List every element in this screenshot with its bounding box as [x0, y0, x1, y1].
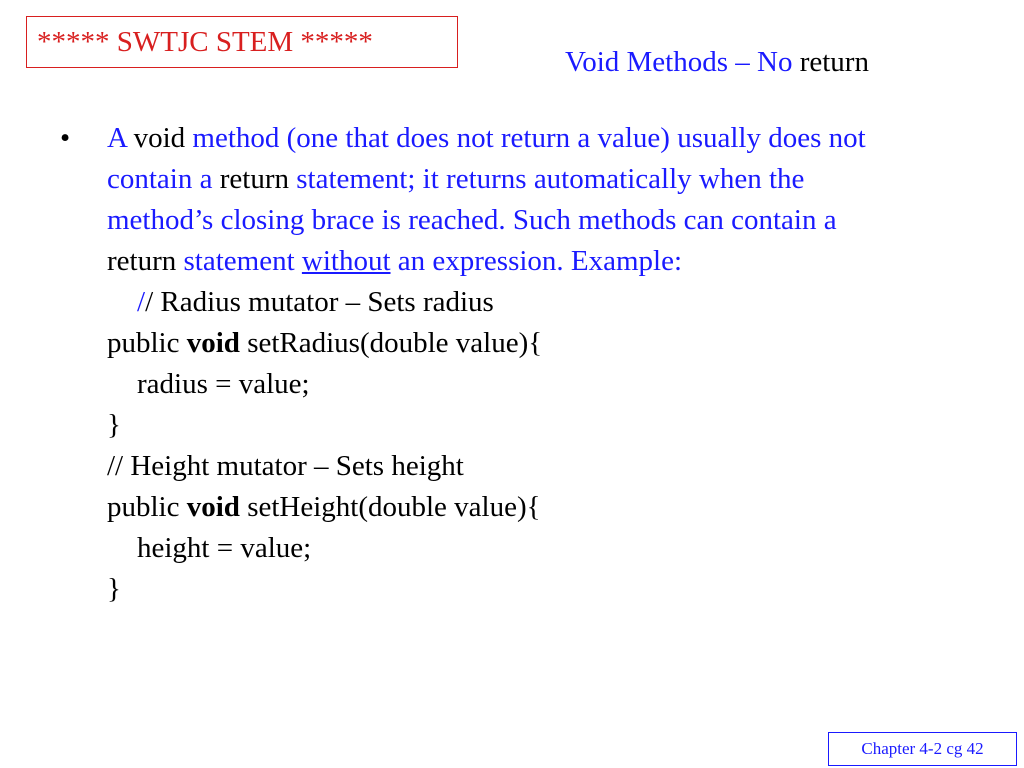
code-closing-brace: } — [107, 409, 121, 441]
bullet-icon: • — [60, 122, 71, 154]
code-void-bold: void — [186, 327, 240, 359]
code-setradius-signature — [107, 323, 1010, 364]
comment-text: / Radius mutator – Sets radius — [145, 286, 494, 318]
code-height-assignment: height = value; — [137, 532, 312, 564]
paragraph-line-2 — [107, 159, 1010, 200]
paragraph-line-3: method’s closing brace is reached. Such methods can contain a — [107, 204, 837, 236]
code-setheight-signature — [107, 487, 1010, 528]
code-closing-brace: } — [107, 573, 121, 605]
footer-label: Chapter 4-2 cg 42 — [828, 732, 1017, 766]
slide-content — [60, 118, 1010, 610]
code-setradius: setRadius(double value){ — [239, 327, 543, 359]
paragraph-line-4 — [107, 241, 1010, 282]
paragraph-line-1 — [107, 118, 1010, 159]
keyword-return: return — [107, 245, 177, 277]
code-setheight: setHeight(double value){ — [239, 491, 541, 523]
text-without-underlined: without — [301, 245, 391, 277]
text-statement: statement — [176, 245, 302, 277]
text-a: A — [107, 122, 134, 154]
slide-title — [565, 42, 869, 82]
bullet-item — [60, 118, 1010, 610]
text-line-1-rest: method (one that does not return a value) usually does not — [185, 122, 866, 154]
code-comment-height: // Height mutator – Sets height — [107, 450, 464, 482]
text-contain-a: contain a — [107, 163, 220, 195]
code-public: public — [107, 327, 187, 359]
title-return-keyword: return — [799, 46, 869, 78]
code-public: public — [107, 491, 187, 523]
code-radius-assignment: radius = value; — [137, 368, 310, 400]
comment-slash: / — [137, 286, 146, 318]
header-banner: ***** SWTJC STEM ***** — [26, 16, 458, 68]
keyword-void: void — [133, 122, 186, 154]
title-text: Void Methods – No — [565, 46, 800, 78]
text-line-4-rest: an expression. Example: — [390, 245, 683, 277]
code-comment-radius — [107, 282, 1010, 323]
text-line-2-rest: statement; it returns automatically when the — [288, 163, 805, 195]
keyword-return: return — [219, 163, 289, 195]
code-void-bold: void — [186, 491, 240, 523]
